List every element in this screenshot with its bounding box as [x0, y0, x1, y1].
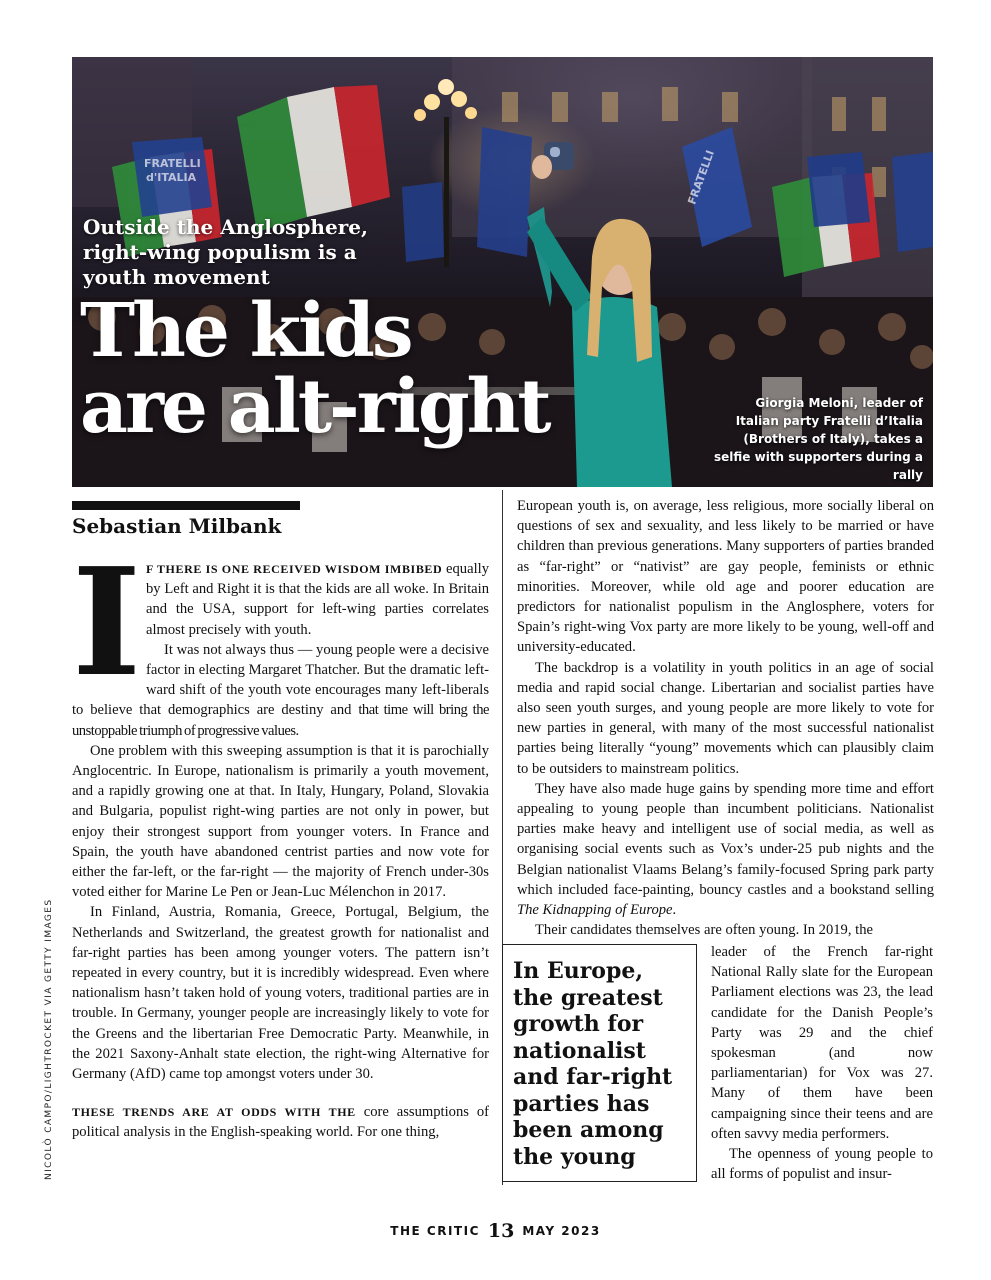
paragraph-1-text: equally by Left and Right it is that the kids are all woke. In Britain and the USA, support for left-wing parties correlates almost precisely with youth.	[146, 561, 489, 638]
paragraph-r4-rest: leader of the French far-right National Rally slate for the European Parliament elections was 23, the lead candidate for the Danish People’s Party was 29 and the chief spokesman (and now parliamentarian) for Vox was 27. Many of them have been campaigning since their teens and are often savvy media performers.	[711, 944, 933, 1142]
magazine-name: THE CRITIC	[390, 1224, 480, 1238]
paragraph-r1: European youth is, on average, less religious, more socially liberal on questions of sex and sexuality, and less likely to be married or have children than previous generations. Many supporters of parties branded as “far-right” or “nativist” are gay people, feminists or ethnic minorities. Moreover, while old age and poorer education are predictors for nationalist populism in the Anglosphere, voters for Spain’s right-wing Vox party are more likely to be young, well-off and university-educated.	[517, 498, 934, 656]
svg-text:FRATELLI: FRATELLI	[685, 148, 717, 207]
paragraph-4: In Finland, Austria, Romania, Greece, Portugal, Belgium, the Netherlands and Switzerland, the greatest growth for nationalist and far-right parties has been among younger voters. The pattern isn’t repeated in every country, but it is incredibly widespread. Even where nationalism hasn’t taken hold of young voters, traditional parties are in trouble. In Germany, younger people are increasingly likely to vote for the Greens and the libertarian Free Democratic Party. Meanwhile, in the 2021 Saxony-Anhalt state election, the right-wing Alternative for Germany (AfD) came top amongst voters under 30.	[72, 904, 489, 1083]
book-title: The Kidnapping of Europe	[517, 902, 673, 919]
issue-date: MAY 2023	[522, 1224, 601, 1238]
hero-photo	[72, 57, 933, 487]
paragraph-5-text: core assumptions of political analysis in the English-speaking world. For one thing,	[72, 1104, 489, 1141]
pull-quote: In Europe, the greatest growth for nationalist and far-right parties has been among the young	[513, 958, 673, 1170]
paragraph-2-text-b: that time will bring the unstoppable triumph of progressive values.	[72, 702, 489, 739]
paragraph-r3-text: They have also made huge gains by spending more time and effort appealing to young people than incumbent politicians. Nationalist parties make heavy and intelligent use of social media, as well as organising social events such as Vox’s under-25 pub nights and the Belgian nationalist Vlaams Belang’s family-focused Spring park party which included face-painting, bouncy castles and a bookstand selling	[517, 780, 934, 898]
paragraph-3: One problem with this sweeping assumption is that it is parochially Anglocentric. In Europe, nationalism is primarily a youth movement, and a rapidly growing one at that. In Italy, Hungary, Poland, Slovakia and Bulgaria, populist right-wing parties are not only in power, but enjoy their strongest support from younger voters. In France and Spain, the youth have abandoned centrist parties and now vote for either the far-left, or the far-right — the majority of French under-30s voted either for Marine Le Pen or Jean-Luc Mélenchon in 2017.	[72, 742, 489, 901]
section-lead-in-caps: THESE TRENDS ARE AT ODDS WITH THE	[72, 1105, 356, 1120]
paragraph-r5: The openness of young people to all forms of populist and insur-	[711, 1146, 933, 1183]
page-footer	[0, 1220, 991, 1242]
paragraph-r4-start: Their candidates themselves are often young. In 2019, the	[535, 922, 873, 939]
paragraph-r3	[517, 779, 934, 920]
paragraph-2-text-a: It was not always thus — young people were a decisive factor in electing Margaret Thatcher. But the dramatic left-ward shift of the youth vote encourages many left-liberals to believe that demographics are destiny and	[72, 641, 489, 719]
lead-in-caps: F THERE IS ONE RECEIVED WISDOM IMBIBED	[146, 562, 443, 576]
svg-text:FRATELLI: FRATELLI	[144, 157, 201, 170]
byline: Sebastian Milbank	[72, 514, 282, 538]
body-column-narrow	[711, 942, 933, 1184]
paragraph-5	[72, 1102, 489, 1142]
paragraph-r3-end: .	[672, 902, 677, 919]
body-column-left	[72, 535, 489, 1143]
pull-quote-box	[502, 944, 697, 1182]
body-column-right	[517, 496, 934, 940]
headline-line-1: The kids	[80, 288, 411, 374]
page-number: 13	[487, 1220, 515, 1242]
paragraph-r2: The backdrop is a volatility in youth politics in an age of social media and rapid social change. Libertarian and socialist parties have also seen youth surges, and young people are more likely to vote for new parties in general, with many of the most successful nationalist parties being literally “young” movements which can plausibly claim to be outsiders to mainstream politics.	[517, 659, 934, 777]
byline-rule	[72, 501, 300, 510]
svg-text:d'ITALIA: d'ITALIA	[146, 171, 197, 184]
article-headline	[80, 288, 640, 450]
headline-line-2: are alt-right	[80, 364, 549, 450]
photo-credit: NICOLÒ CAMPO/LIGHTROCKET VIA GETTY IMAGES	[44, 898, 54, 1180]
drop-cap: I	[72, 535, 142, 709]
photo-caption: Giorgia Meloni, leader of Italian party Fratelli d’Italia (Brothers of Italy), takes a selfie with supporters during a rally	[714, 396, 923, 482]
article-kicker: Outside the Anglosphere, right-wing populism is a youth movement	[83, 215, 368, 289]
